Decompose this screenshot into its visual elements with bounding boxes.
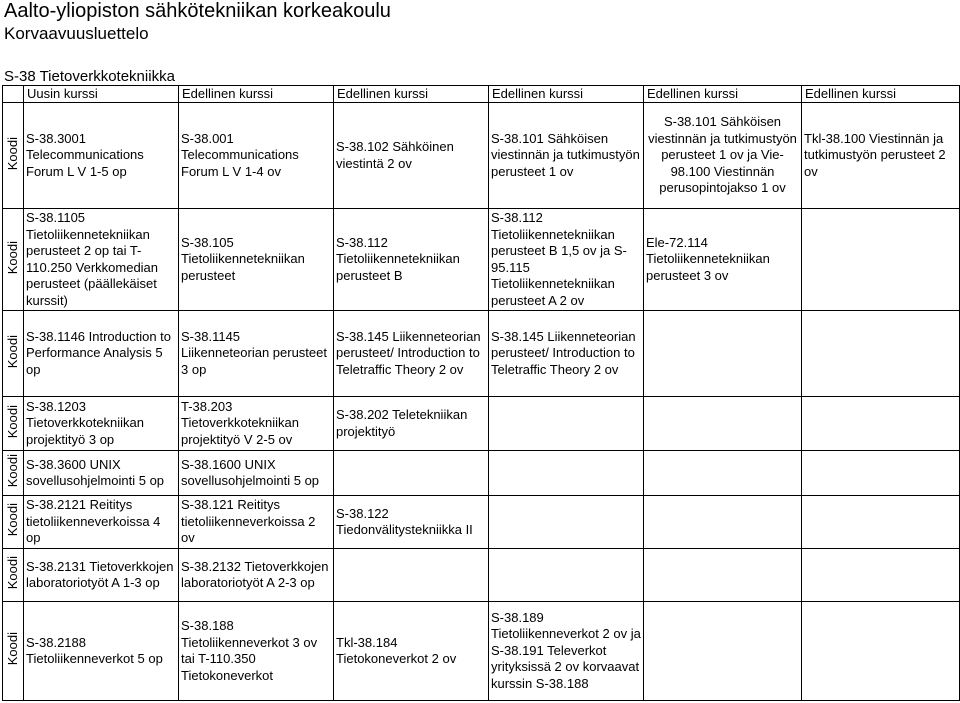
row-label-koodi: Koodi <box>5 240 20 274</box>
table-cell: S-38.145 Liikenneteorian perusteet/ Introduction to Teletraffic Theory 2 ov <box>334 311 489 397</box>
table-cell <box>489 496 644 549</box>
table-cell <box>802 549 960 602</box>
table-cell <box>334 549 489 602</box>
table-cell: T-38.203 Tietoverkkotekniikan projektityö V 2-5 ov <box>179 397 334 451</box>
column-header: Edellinen kurssi <box>489 86 644 103</box>
table-row <box>3 209 960 311</box>
table-cell: S-38.3600 UNIX sovellusohjelmointi 5 op <box>24 451 179 496</box>
table-cell <box>644 311 802 397</box>
table-cell: S-38.102 Sähköinen viestintä 2 ov <box>334 103 489 209</box>
table-cell: Tkl-38.100 Viestinnän ja tutkimustyön perusteet 2 ov <box>802 103 960 209</box>
table-cell: S-38.2131 Tietoverkkojen laboratoriotyöt A 1-3 op <box>24 549 179 602</box>
table-row <box>3 397 960 451</box>
column-header: Uusin kurssi <box>24 86 179 103</box>
table-cell: S-38.2132 Tietoverkkojen laboratoriotyöt A 2-3 op <box>179 549 334 602</box>
column-header: Edellinen kurssi <box>802 86 960 103</box>
table-cell: S-38.1203 Tietoverkkotekniikan projektityö 3 op <box>24 397 179 451</box>
table-cell: S-38.1105 Tietoliikennetekniikan perusteet 2 op tai T-110.250 Verkkomedian perusteet (päällekäiset kurssit) <box>24 209 179 311</box>
table-cell: S-38.112 Tietoliikennetekniikan perusteet B 1,5 ov ja S-95.115 Tietoliikennetekniikan perusteet A 2 ov <box>489 209 644 311</box>
table-cell: S-38.105 Tietoliikennetekniikan perusteet <box>179 209 334 311</box>
table-cell: S-38.121 Reititys tietoliikenneverkoissa 2 ov <box>179 496 334 549</box>
column-header: Edellinen kurssi <box>179 86 334 103</box>
table-cell <box>644 496 802 549</box>
table-cell <box>334 451 489 496</box>
page-title: Aalto-yliopiston sähkötekniikan korkeakoulu <box>4 0 391 22</box>
row-label-koodi: Koodi <box>5 334 20 368</box>
page-subtitle: Korvaavuusluettelo <box>4 24 149 43</box>
table-cell: S-38.001 Telecommunications Forum L V 1-4 ov <box>179 103 334 209</box>
table-cell: S-38.188 Tietoliikenneverkot 3 ov tai T-110.350 Tietokoneverkot <box>179 602 334 701</box>
program-heading: S-38 Tietoverkkotekniikka <box>4 68 175 85</box>
table-cell: S-38.189 Tietoliikenneverkot 2 ov ja S-38.191 Televerkot yrityksissä 2 ov korvaavat kurssin S-38.188 <box>489 602 644 701</box>
table-cell: S-38.112 Tietoliikennetekniikan perusteet B <box>334 209 489 311</box>
table-cell <box>644 451 802 496</box>
table-cell <box>802 451 960 496</box>
table-row <box>3 549 960 602</box>
table-cell: Tkl-38.184 Tietokoneverkot 2 ov <box>334 602 489 701</box>
table-cell: S-38.122 Tiedonvälitystekniikka II <box>334 496 489 549</box>
table-cell <box>644 602 802 701</box>
row-label-koodi: Koodi <box>5 136 20 170</box>
table-cell: S-38.1146 Introduction to Performance Analysis 5 op <box>24 311 179 397</box>
column-header: Edellinen kurssi <box>644 86 802 103</box>
table-cell <box>644 549 802 602</box>
table-row <box>3 602 960 701</box>
row-label-koodi: Koodi <box>5 454 20 488</box>
table-cell <box>802 496 960 549</box>
table-cell: S-38.1145 Liikenneteorian perusteet 3 op <box>179 311 334 397</box>
table-cell: S-38.3001 Telecommunications Forum L V 1-5 op <box>24 103 179 209</box>
table-row <box>3 496 960 549</box>
row-label-koodi: Koodi <box>5 404 20 438</box>
table-cell: S-38.2188 Tietoliikenneverkot 5 op <box>24 602 179 701</box>
table-row <box>3 451 960 496</box>
table-cell: S-38.101 Sähköisen viestinnän ja tutkimustyön perusteet 1 ov ja Vie-98.100 Viestinnän perusopintojakso 1 ov <box>644 103 802 209</box>
table-cell <box>489 451 644 496</box>
table-cell: S-38.2121 Reititys tietoliikenneverkoissa 4 op <box>24 496 179 549</box>
equivalence-table <box>2 85 960 701</box>
corner-cell <box>3 86 24 103</box>
table-cell <box>802 602 960 701</box>
table-cell <box>489 549 644 602</box>
table-cell: S-38.145 Liikenneteorian perusteet/ Introduction to Teletraffic Theory 2 ov <box>489 311 644 397</box>
row-label-koodi: Koodi <box>5 556 20 590</box>
table-row <box>3 103 960 209</box>
table-cell <box>802 397 960 451</box>
table-header-row <box>3 86 960 103</box>
row-label-koodi: Koodi <box>5 503 20 537</box>
table-cell: S-38.1600 UNIX sovellusohjelmointi 5 op <box>179 451 334 496</box>
table-row <box>3 311 960 397</box>
table-cell <box>802 209 960 311</box>
row-label-koodi: Koodi <box>5 632 20 666</box>
table-cell <box>644 397 802 451</box>
table-cell <box>489 397 644 451</box>
table-cell <box>802 311 960 397</box>
table-cell: Ele-72.114 Tietoliikennetekniikan perusteet 3 ov <box>644 209 802 311</box>
table-cell: S-38.101 Sähköisen viestinnän ja tutkimustyön perusteet 1 ov <box>489 103 644 209</box>
column-header: Edellinen kurssi <box>334 86 489 103</box>
table-cell: S-38.202 Teletekniikan projektityö <box>334 397 489 451</box>
